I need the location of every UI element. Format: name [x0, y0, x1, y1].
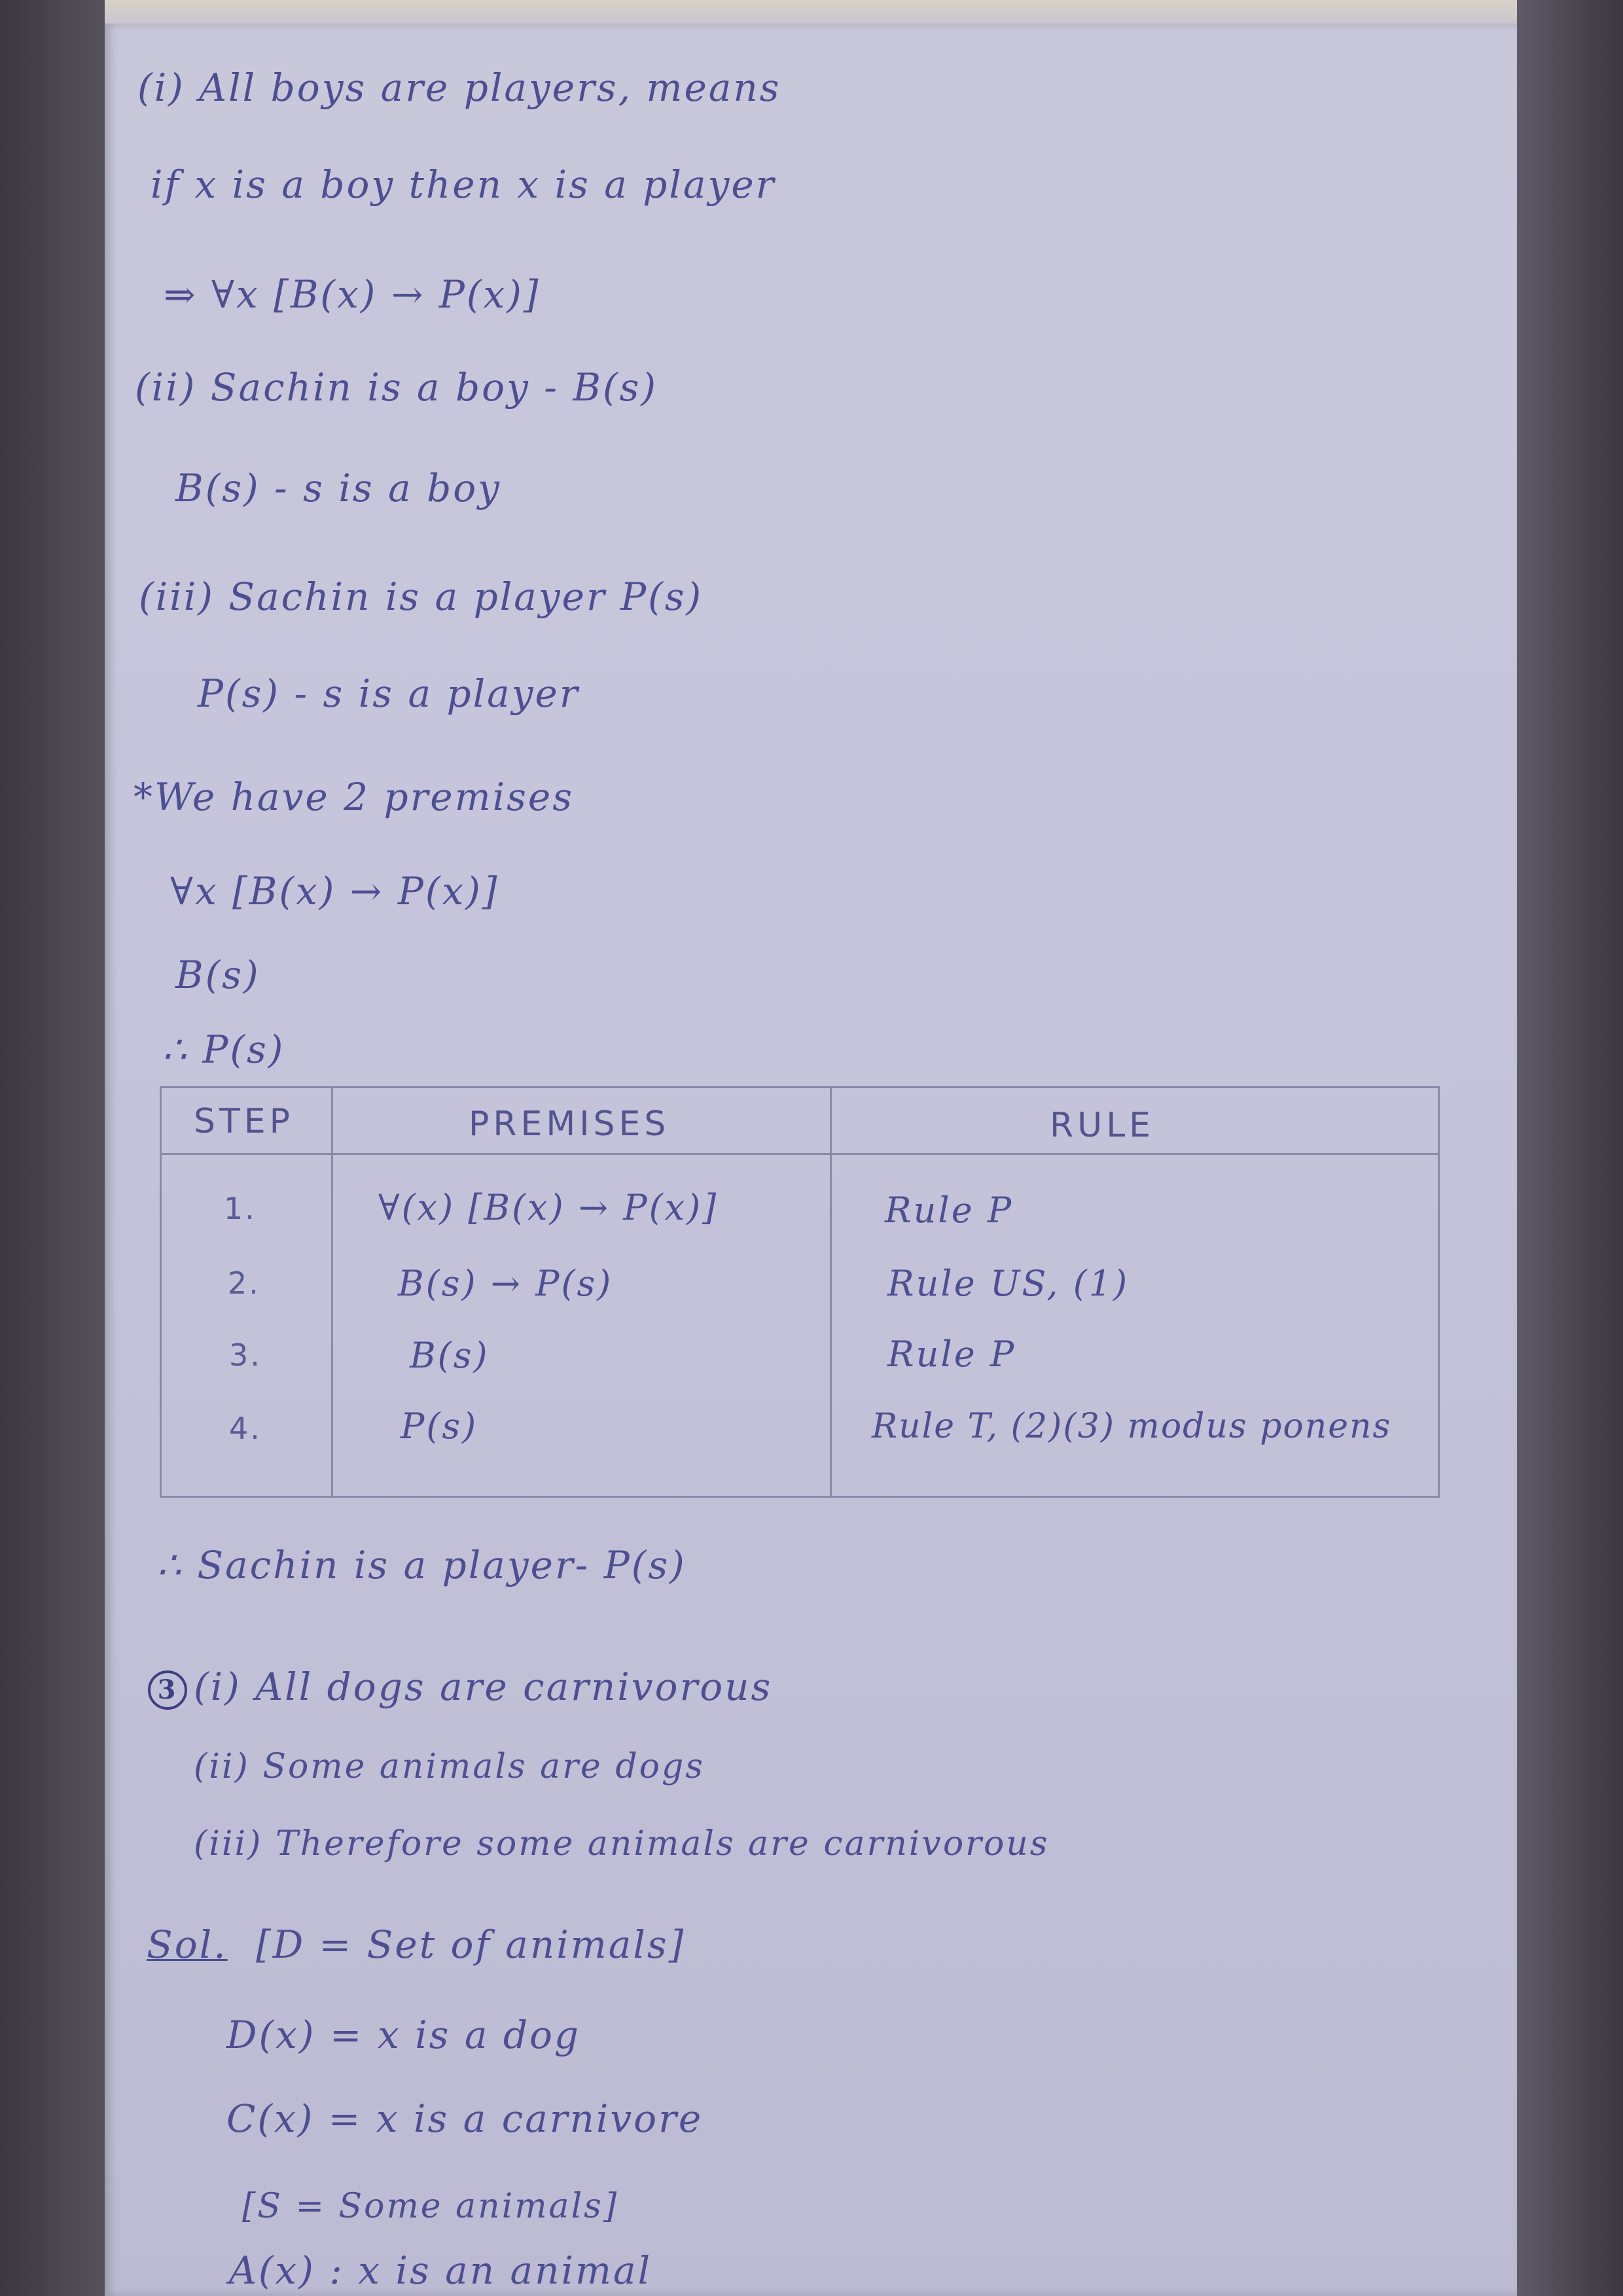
row-rule: Rule US, (1) — [887, 1263, 1130, 1304]
definition-dog: D(x) = x is a dog — [226, 2013, 581, 2057]
premises-heading: *We have 2 premises — [134, 775, 575, 819]
premise-1-explain: if x is a boy then x is a player — [151, 162, 776, 207]
background-left — [0, 0, 105, 2296]
definition-some-animals: [S = Some animals] — [242, 2187, 619, 2226]
header-rule: RULE — [1050, 1106, 1155, 1145]
definition-carnivore: C(x) = x is a carnivore — [226, 2096, 704, 2141]
solution-line — [147, 1922, 685, 1967]
background-top — [105, 0, 1517, 26]
header-step: STEP — [194, 1102, 294, 1141]
table-bottom-border — [160, 1496, 1440, 1498]
premise-2-line: (ii) Sachin is a boy - B(s) — [135, 365, 658, 410]
notebook-page — [105, 24, 1517, 2296]
premise-3-def: P(s) - s is a player — [198, 671, 580, 716]
row-premise: B(s) — [410, 1335, 490, 1376]
conclusion-line: ∴ Sachin is a player- P(s) — [157, 1543, 687, 1587]
solution-label: Sol. — [147, 1922, 228, 1967]
premise-2-def: B(s) - s is a boy — [175, 466, 501, 510]
table-col-divider-1 — [331, 1086, 333, 1498]
table-col-divider-2 — [830, 1086, 832, 1498]
row-rule: Rule P — [887, 1333, 1016, 1375]
table-right-border — [1438, 1086, 1440, 1498]
background-right — [1517, 0, 1623, 2296]
table-top-border — [160, 1086, 1440, 1088]
premise-formula: ∀x [B(x) → P(x)] — [170, 869, 499, 913]
row-premise: B(s) → P(s) — [398, 1263, 613, 1304]
row-step: 4. — [229, 1411, 262, 1446]
premise-1-formula: ⇒ ∀x [B(x) → P(x)] — [164, 272, 541, 317]
row-step: 1. — [224, 1191, 257, 1226]
problem-3-p1: (i) All dogs are carnivorous — [194, 1665, 773, 1709]
problem-3-p2: (ii) Some animals are dogs — [194, 1747, 705, 1786]
premise-3-line: (iii) Sachin is a player P(s) — [139, 574, 704, 619]
problem-3-line-1 — [148, 1665, 772, 1710]
premise-1-line: (i) All boys are players, means — [137, 65, 781, 110]
row-premise: P(s) — [401, 1405, 478, 1447]
row-step: 3. — [229, 1337, 262, 1373]
definition-animal: A(x) : x is an animal — [229, 2248, 652, 2293]
table-left-border — [160, 1086, 162, 1498]
header-premises: PREMISES — [469, 1104, 670, 1144]
solution-domain: [D = Set of animals] — [256, 1922, 686, 1967]
problem-number-badge: 3 — [148, 1670, 187, 1710]
row-rule: Rule P — [885, 1190, 1014, 1231]
premise-therefore: ∴ P(s) — [162, 1027, 285, 1072]
row-rule: Rule T, (2)(3) modus ponens — [872, 1407, 1392, 1446]
problem-3-p3: (iii) Therefore some animals are carnivorous — [194, 1824, 1050, 1863]
row-premise: ∀(x) [B(x) → P(x)] — [378, 1187, 719, 1228]
table-header-divider — [160, 1153, 1440, 1155]
row-step: 2. — [228, 1265, 260, 1301]
premise-bs: B(s) — [175, 953, 260, 997]
